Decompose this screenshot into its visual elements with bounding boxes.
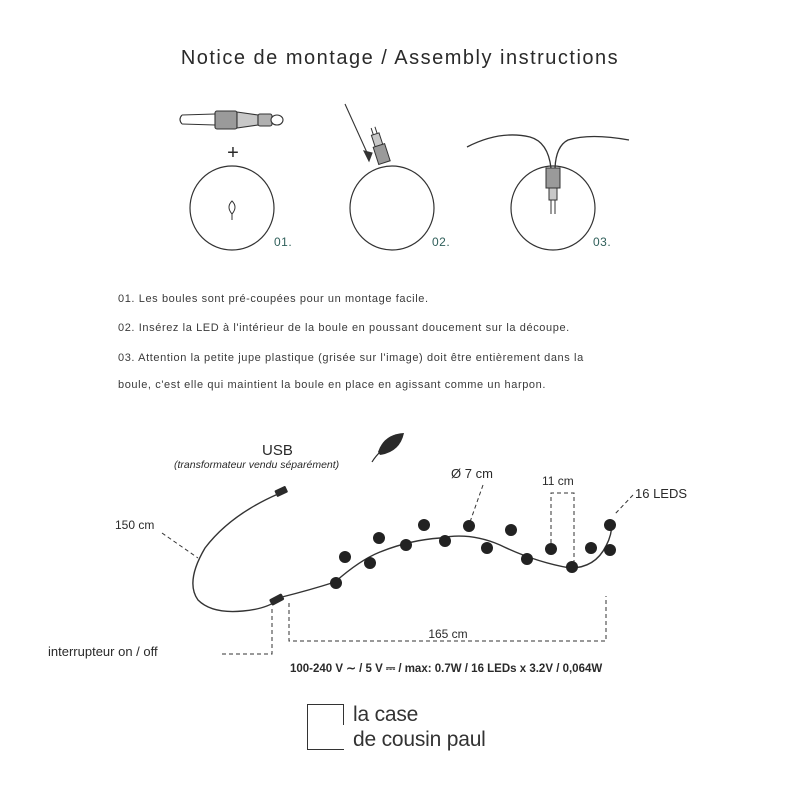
usb-note: (transformateur vendu séparément): [174, 459, 340, 471]
step-number-1: 01.: [274, 235, 293, 249]
cable-length-label: 150 cm: [115, 518, 155, 532]
power-specs: 100-240 V ∼ / 5 V ⎓ / max: 0.7W / 16 LEDs x 3.2V / 0,064W: [290, 663, 603, 675]
spacing-bracket: [551, 493, 574, 566]
string-length-label: 165 cm: [428, 627, 468, 641]
instruction-1: 01. Les boules sont pré-coupées pour un montage facile.: [118, 293, 429, 305]
led-ball: [339, 551, 351, 563]
step-3: [467, 135, 629, 250]
logo-frame-icon: [307, 704, 344, 750]
insert-arrow-icon: [345, 104, 372, 161]
ball-outline: [350, 166, 434, 250]
led-ball: [521, 553, 533, 565]
switch-label: interrupteur on / off: [48, 644, 158, 659]
led-plug-icon: [367, 126, 390, 165]
ball-diameter-label: Ø 7 cm: [451, 466, 493, 481]
led-count-label: 16 LEDS: [635, 486, 688, 501]
instruction-3: 03. Attention la petite jupe plastique (grisée sur l'image) doit être entièrement dans la: [118, 352, 584, 364]
led-ball: [604, 544, 616, 556]
led-ball: [364, 557, 376, 569]
led-ball: [439, 535, 451, 547]
ball-diameter-leader: [470, 485, 483, 522]
led-ball: [505, 524, 517, 536]
led-ball: [418, 519, 430, 531]
precut-slot-icon: [229, 201, 235, 220]
cable-wire-icon: [467, 135, 629, 168]
led-ball: [585, 542, 597, 554]
led-ball: [566, 561, 578, 573]
step-number-3: 03.: [593, 235, 612, 249]
switch-icon: [269, 593, 285, 606]
led-inside-icon: [546, 168, 560, 214]
switch-leader: [222, 607, 272, 654]
led-ball: [373, 532, 385, 544]
led-ball: [400, 539, 412, 551]
spacing-label: 11 cm: [542, 474, 574, 488]
led-count-leader: [614, 495, 633, 515]
led-ball: [545, 543, 557, 555]
step-number-2: 02.: [432, 235, 451, 249]
step-2: [345, 104, 450, 250]
led-plug-icon: [180, 111, 283, 129]
instruction-3-continued: boule, c'est elle qui maintient la boule en place en agissant comme un harpon.: [118, 379, 547, 391]
logo-line-2: de cousin paul: [353, 728, 486, 751]
brand-logo: [307, 703, 507, 755]
led-balls: [330, 519, 616, 589]
step-1: [180, 111, 292, 250]
usb-label: USB: [262, 442, 293, 459]
logo-line-1: la case: [353, 703, 419, 726]
string-light-diagram: [48, 433, 687, 675]
leaf-icon: [372, 433, 404, 462]
led-ball: [463, 520, 475, 532]
led-ball: [604, 519, 616, 531]
power-cable: [193, 494, 278, 612]
led-ball: [330, 577, 342, 589]
plus-sign: +: [227, 142, 239, 164]
led-ball: [481, 542, 493, 554]
instruction-2: 02. Insérez la LED à l'intérieur de la boule en poussant doucement sur la découpe.: [118, 322, 570, 334]
cable-length-leader: [162, 533, 198, 558]
ball-outline: [190, 166, 274, 250]
page-title: Notice de montage / Assembly instructions: [180, 47, 620, 69]
